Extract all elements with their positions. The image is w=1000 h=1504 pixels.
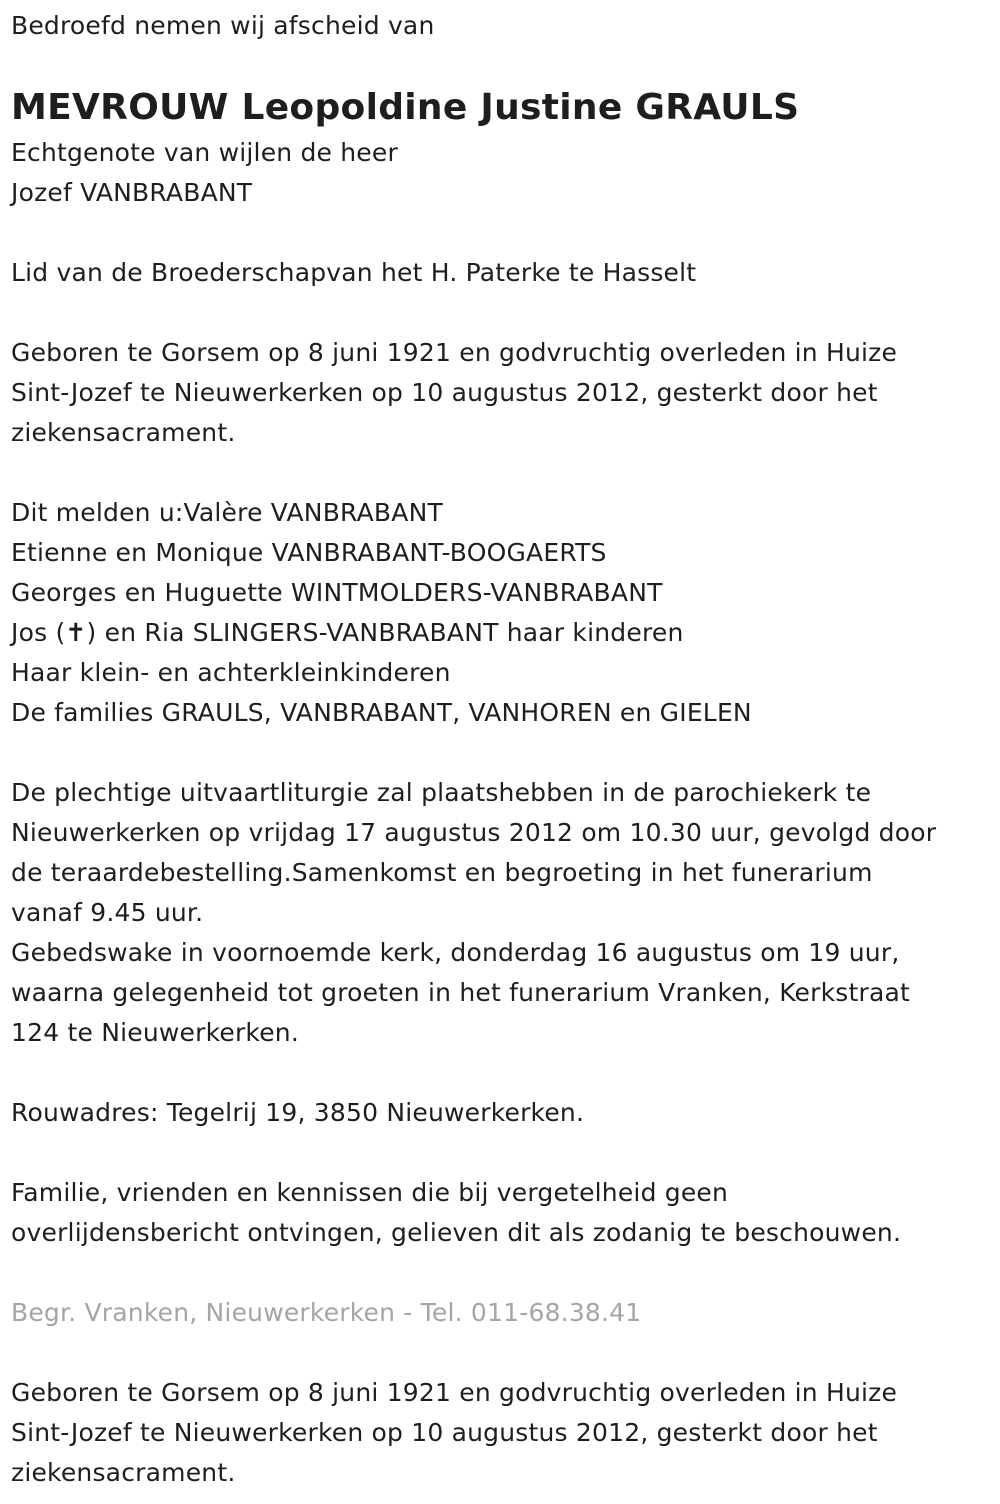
notice-block [11, 1173, 1000, 1253]
address-text: Rouwadres: Tegelrij 19, 3850 Nieuwerkerken. [11, 1098, 585, 1127]
intro-text: Bedroefd nemen wij afscheid van [11, 11, 435, 40]
funeral-line: De plechtige uitvaartliturgie zal plaatshebben in de parochiekerk te [11, 778, 872, 807]
family-block [11, 493, 1000, 733]
spouse-line: Echtgenote van wijlen de heer [11, 138, 398, 167]
spacer [11, 213, 1000, 253]
notice-line: Familie, vrienden en kennissen die bij vergetelheid geen [11, 1178, 729, 1207]
family-line: Georges en Huguette WINTMOLDERS-VANBRABANT [11, 578, 663, 607]
spacer [11, 293, 1000, 333]
spouse-line: Jozef VANBRABANT [11, 178, 253, 207]
membership-text: Lid van de Broederschapvan het H. Paterke te Hasselt [11, 258, 697, 287]
undertaker-text: Begr. Vranken, Nieuwerkerken - Tel. 011-68.38.41 [11, 1298, 642, 1327]
birth-death-line: Sint-Jozef te Nieuwerkerken op 10 augustus 2012, gesterkt door het [11, 378, 878, 407]
spouse-block [11, 133, 1000, 213]
birth-death-line: ziekensacrament. [11, 1458, 236, 1487]
birth-death-line: ziekensacrament. [11, 418, 236, 447]
birth-death-repeat-block [11, 1373, 1000, 1493]
spacer [11, 1053, 1000, 1093]
funeral-line: vanaf 9.45 uur. [11, 898, 204, 927]
funeral-line: 124 te Nieuwerkerken. [11, 1018, 299, 1047]
family-line: Etienne en Monique VANBRABANT-BOOGAERTS [11, 538, 607, 567]
birth-death-block [11, 333, 1000, 453]
family-line: Dit melden u:Valère VANBRABANT [11, 498, 443, 527]
family-line: De families GRAULS, VANBRABANT, VANHOREN en GIELEN [11, 698, 752, 727]
funeral-line: waarna gelegenheid tot groeten in het funerarium Vranken, Kerkstraat [11, 978, 911, 1007]
spacer [11, 1333, 1000, 1373]
spacer [11, 1253, 1000, 1293]
spacer [11, 733, 1000, 773]
funeral-line: Nieuwerkerken op vrijdag 17 augustus 2012 om 10.30 uur, gevolgd door [11, 818, 937, 847]
birth-death-line: Geboren te Gorsem op 8 juni 1921 en godvruchtig overleden in Huize [11, 338, 898, 367]
birth-death-line: Geboren te Gorsem op 8 juni 1921 en godvruchtig overleden in Huize [11, 1378, 898, 1407]
spacer [11, 1133, 1000, 1173]
funeral-block [11, 773, 1000, 1053]
family-line: Haar klein- en achterkleinkinderen [11, 658, 451, 687]
family-line: Jos (✝) en Ria SLINGERS-VANBRABANT haar kinderen [11, 618, 684, 647]
spacer [11, 453, 1000, 493]
funeral-line: de teraardebestelling.Samenkomst en begroeting in het funerarium [11, 858, 873, 887]
funeral-line: Gebedswake in voornoemde kerk, donderdag 16 augustus om 19 uur, [11, 938, 900, 967]
deceased-name: MEVROUW Leopoldine Justine GRAULS [11, 87, 800, 128]
birth-death-line: Sint-Jozef te Nieuwerkerken op 10 augustus 2012, gesterkt door het [11, 1418, 878, 1447]
notice-line: overlijdensbericht ontvingen, gelieven dit als zodanig te beschouwen. [11, 1218, 902, 1247]
